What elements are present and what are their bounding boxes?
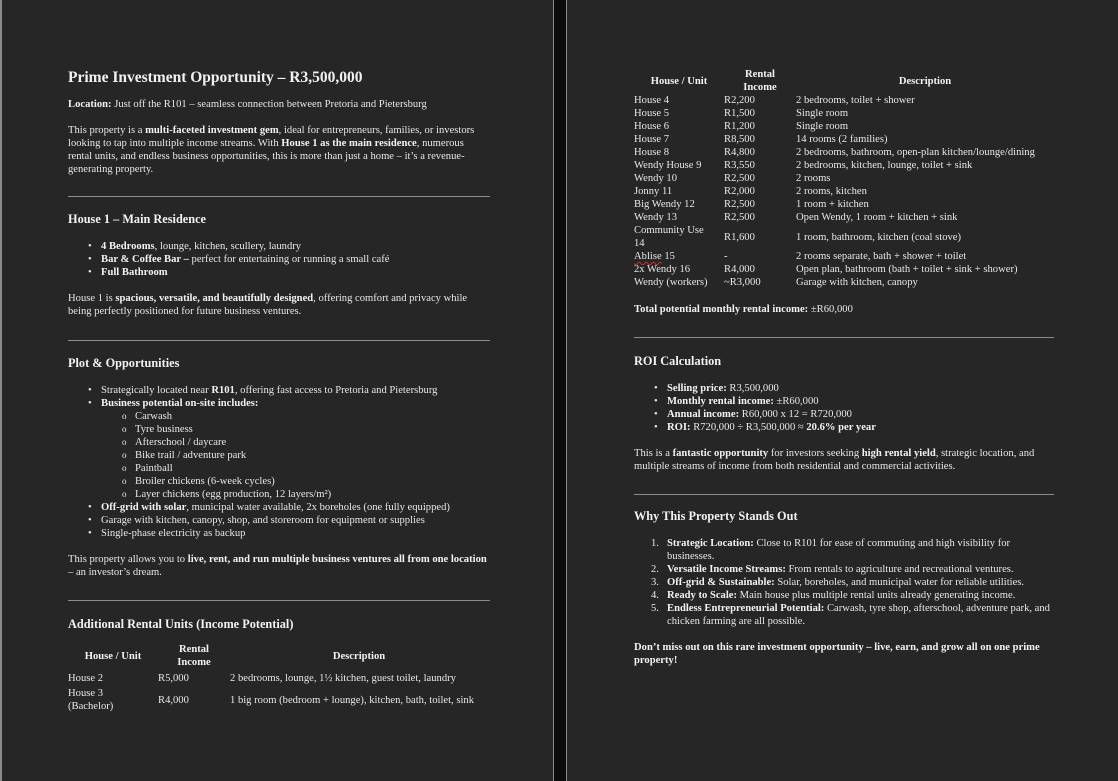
why-item [651, 576, 1054, 589]
why-item [651, 589, 1054, 602]
para-text: This is a [634, 448, 673, 459]
unit-cell: House 5 [634, 108, 670, 119]
unit-cell: House 8 [634, 147, 670, 158]
roi-paragraph [634, 447, 1054, 473]
column-header: House / Unit [650, 75, 708, 87]
section-divider [634, 337, 1054, 338]
description-cell: Garage with kitchen, canopy [796, 277, 918, 288]
why-label: Endless Entrepreneurial Potential: [667, 603, 825, 614]
description-cell: 14 rooms (2 families) [796, 134, 888, 145]
income-cell: R4,000 [158, 694, 189, 706]
roi-heading: ROI Calculation [634, 354, 722, 368]
feature-bold: 4 Bedrooms [101, 241, 155, 252]
roi-value: R720,000 ÷ R3,500,000 ≈ [690, 422, 807, 433]
roi-label: Annual income: [667, 409, 740, 420]
description-cell: 2 rooms, kitchen [796, 186, 867, 197]
plot-item [88, 501, 490, 514]
roi-value: R60,000 x 12 = R720,000 [739, 409, 852, 420]
item-number: 3. [651, 577, 659, 588]
description-cell: 2 rooms [796, 173, 831, 184]
business-option: o Afterschool / daycare [122, 436, 490, 449]
item-number: 1. [651, 538, 659, 549]
description-cell: 1 big room (bedroom + lounge), kitchen, bath, toilet, sink [230, 694, 474, 706]
description-cell: 2 bedrooms, lounge, 1½ kitchen, guest toilet, laundry [230, 672, 456, 684]
intro-text-2: , ideal for entrepreneurs, families, or investors looking to tap into multiple income streams. With [68, 125, 475, 149]
income-cell: R2,200 [724, 95, 755, 106]
section-divider [68, 340, 490, 341]
why-text: Main house plus multiple rental units already generating income. [737, 590, 1016, 601]
closing-statement [634, 641, 1054, 667]
table-row [634, 159, 1054, 172]
why-item [651, 602, 1054, 628]
para-bold: spacious, versatile, and beautifully designed [115, 293, 314, 304]
para-text: – an investor’s dream. [68, 567, 162, 578]
why-text: Close to R101 for ease of commuting and high visibility for businesses. [667, 538, 1011, 562]
income-cell: R2,500 [724, 173, 755, 184]
income-cell: R1,500 [724, 108, 755, 119]
house1-feature [88, 240, 490, 253]
table-header-row [68, 643, 488, 669]
section-divider [68, 600, 490, 601]
section-divider [68, 196, 490, 197]
para-bold: fantastic opportunity [672, 448, 769, 459]
page-1-content [68, 66, 490, 713]
description-cell: Single room [796, 121, 849, 132]
spelling-error-word[interactable]: Ablise [634, 251, 662, 262]
location-label: Location: [68, 99, 112, 110]
table-row [634, 211, 1054, 224]
rental-table-part-2 [634, 68, 1054, 289]
income-cell: R2,500 [724, 212, 755, 223]
feature-text: , lounge, kitchen, scullery, laundry [154, 241, 302, 252]
plot-item [88, 397, 490, 501]
business-option: o Bike trail / adventure park [122, 449, 490, 462]
section-divider [634, 494, 1054, 495]
total-income-value: ±R60,000 [808, 304, 853, 315]
table-row [68, 687, 488, 713]
plot-bold: Off-grid with solar [101, 502, 187, 513]
column-header: Description [898, 75, 952, 87]
para-text: House 1 is [68, 293, 116, 304]
column-header: Rental Income [743, 69, 777, 93]
table-row [634, 133, 1054, 146]
why-text: From rentals to agriculture and recreational ventures. [785, 564, 1014, 575]
table-row [634, 146, 1054, 159]
description-cell: 1 room, bathroom, kitchen (coal stove) [796, 231, 962, 243]
table-header-row [634, 68, 1054, 94]
unit-cell: House 7 [634, 134, 670, 145]
roi-value: ±R60,000 [773, 396, 819, 407]
plot-item: • Single-phase electricity as backup [88, 527, 490, 540]
rental-table-body [634, 94, 1054, 289]
table-row [634, 224, 1054, 250]
house1-feature [88, 266, 490, 279]
business-option: o Layer chickens (egg production, 12 layers/m²) [122, 488, 490, 501]
roi-label: Selling price: [667, 383, 727, 394]
roi-label: Monthly rental income: [667, 396, 774, 407]
description-cell: 2 bedrooms, kitchen, lounge, toilet + sink [796, 160, 973, 171]
income-cell: R2,500 [724, 199, 755, 210]
location-line [68, 98, 490, 111]
rental-heading: Additional Rental Units (Income Potential) [68, 617, 294, 631]
column-header: Rental Income [177, 644, 211, 668]
page-2-content [634, 68, 1054, 667]
business-option: o Tyre business [122, 423, 490, 436]
table-row [68, 669, 488, 687]
table-row [634, 263, 1054, 276]
table-row [634, 107, 1054, 120]
roi-item [654, 395, 1054, 408]
income-cell: R1,600 [724, 231, 755, 243]
plot-bold: Business potential on-site includes: [101, 398, 259, 409]
plot-text: , municipal water available, 2x boreholes (one fully equipped) [186, 502, 450, 513]
description-cell: Open plan, bathroom (bath + toilet + sink + shower) [796, 264, 1018, 275]
description-cell: 1 room + kitchen [796, 199, 869, 210]
roi-result: 20.6% per year [806, 422, 876, 433]
income-cell: R2,000 [724, 186, 755, 197]
plot-item [88, 384, 490, 397]
plot-heading: Plot & Opportunities [68, 356, 180, 370]
why-label: Off-grid & Sustainable: [667, 577, 775, 588]
feature-bold: Full Bathroom [101, 267, 168, 278]
business-option: o Broiler chickens (6-week cycles) [122, 475, 490, 488]
column-header: Description [332, 650, 386, 662]
unit-number: 15 [661, 251, 675, 262]
business-option: o Paintball [122, 462, 490, 475]
item-number: 2. [651, 564, 659, 575]
unit-cell: Wendy 10 [634, 173, 677, 184]
unit-cell: House 2 [68, 672, 104, 684]
location-text: Just off the R101 – seamless connection between Pretoria and Pietersburg [111, 99, 427, 110]
plot-list [68, 384, 490, 540]
business-potential-list [88, 410, 490, 501]
house1-heading: House 1 – Main Residence [68, 212, 206, 226]
why-item [651, 537, 1054, 563]
roi-value: R3,500,000 [726, 383, 779, 394]
plot-text: Strategically located near [101, 385, 212, 396]
income-cell: ~R3,000 [724, 277, 761, 288]
document-title: Prime Investment Opportunity – R3,500,000 [68, 69, 363, 86]
feature-bold: Bar & Coffee Bar – [101, 254, 189, 265]
income-cell: R4,000 [724, 264, 755, 275]
unit-cell: Jonny 11 [634, 186, 673, 197]
roi-item [654, 421, 1054, 434]
document-page-2 [566, 0, 1118, 781]
unit-cell: House 3 (Bachelor) [68, 688, 114, 712]
unit-cell: 2x Wendy 16 [634, 264, 691, 275]
why-label: Strategic Location: [667, 538, 754, 549]
plot-bold: R101 [211, 385, 235, 396]
unit-cell: Wendy 13 [634, 212, 677, 223]
income-cell: R5,000 [158, 672, 189, 684]
house1-paragraph [68, 292, 490, 318]
intro-text-1: This property is a [68, 125, 146, 136]
house1-feature [88, 253, 490, 266]
why-heading: Why This Property Stands Out [634, 509, 798, 523]
intro-text-3: , numerous rental units, and endless business opportunities, this is more than just a home – it’s a revenue-generating property. [68, 138, 465, 175]
feature-text: perfect for entertaining or running a small café [188, 254, 390, 265]
unit-cell: Wendy (workers) [634, 277, 708, 288]
table-row [634, 172, 1054, 185]
plot-paragraph [68, 553, 490, 579]
total-income-label: Total potential monthly rental income: [634, 304, 809, 315]
plot-item: • Garage with kitchen, canopy, shop, and storeroom for equipment or supplies [88, 514, 490, 527]
income-cell: - [724, 251, 728, 262]
house1-features-list [68, 240, 490, 279]
total-income-line [634, 303, 1054, 316]
item-number: 5. [651, 603, 659, 614]
roi-label: ROI: [667, 422, 691, 433]
why-label: Ready to Scale: [667, 590, 738, 601]
unit-cell [634, 250, 724, 263]
intro-paragraph [68, 124, 490, 176]
why-list [634, 537, 1054, 628]
table-row [634, 94, 1054, 107]
column-header: House / Unit [84, 650, 142, 662]
closing-bold: Don’t miss out on this rare investment opportunity – live, earn, and grow all on one prime property! [634, 642, 1040, 666]
plot-text: , offering fast access to Pretoria and Pietersburg [234, 385, 438, 396]
table-row [634, 276, 1054, 289]
roi-item [654, 408, 1054, 421]
unit-cell: Community Use 14 [634, 225, 704, 249]
income-cell: R8,500 [724, 134, 755, 145]
unit-cell: Wendy House 9 [634, 160, 702, 171]
why-item [651, 563, 1054, 576]
unit-cell: House 6 [634, 121, 670, 132]
roi-item [654, 382, 1054, 395]
table-row [634, 250, 1054, 263]
table-row [634, 198, 1054, 211]
intro-bold-1: multi-faceted investment gem [145, 125, 279, 136]
document-page-1 [0, 0, 554, 781]
para-text: , strategic location, and multiple streams of income from both residential and commercial activities. [634, 448, 1035, 472]
business-option: o Carwash [122, 410, 490, 423]
why-label: Versatile Income Streams: [667, 564, 786, 575]
intro-bold-2: House 1 as the main residence [281, 138, 417, 149]
table-row [634, 120, 1054, 133]
income-cell: R3,550 [724, 160, 755, 171]
roi-list [634, 382, 1054, 434]
para-bold: high rental yield [861, 448, 936, 459]
why-text: Solar, boreholes, and municipal water for reliable utilities. [774, 577, 1025, 588]
why-text: Carwash, tyre shop, afterschool, adventure park, and chicken farming are all possible. [667, 603, 1050, 627]
description-cell: 2 bedrooms, bathroom, open-plan kitchen/lounge/dining [796, 147, 1035, 158]
income-cell: R4,800 [724, 147, 755, 158]
para-text: This property allows you to [68, 554, 188, 565]
unit-cell: House 4 [634, 95, 670, 106]
para-bold: live, rent, and run multiple business ventures all from one location [187, 554, 487, 565]
rental-table-part-1 [68, 643, 488, 713]
description-cell: 2 bedrooms, toilet + shower [796, 95, 915, 106]
item-number: 4. [651, 590, 659, 601]
para-text: for investors seeking [768, 448, 862, 459]
income-cell: R1,200 [724, 121, 755, 132]
description-cell: Single room [796, 108, 849, 119]
description-cell: Open Wendy, 1 room + kitchen + sink [796, 212, 958, 223]
para-text: , offering comfort and privacy while being perfectly positioned for future business ventures. [68, 293, 468, 317]
unit-cell: Big Wendy 12 [634, 199, 695, 210]
description-cell: 2 rooms separate, bath + shower + toilet [796, 251, 967, 262]
table-row [634, 185, 1054, 198]
